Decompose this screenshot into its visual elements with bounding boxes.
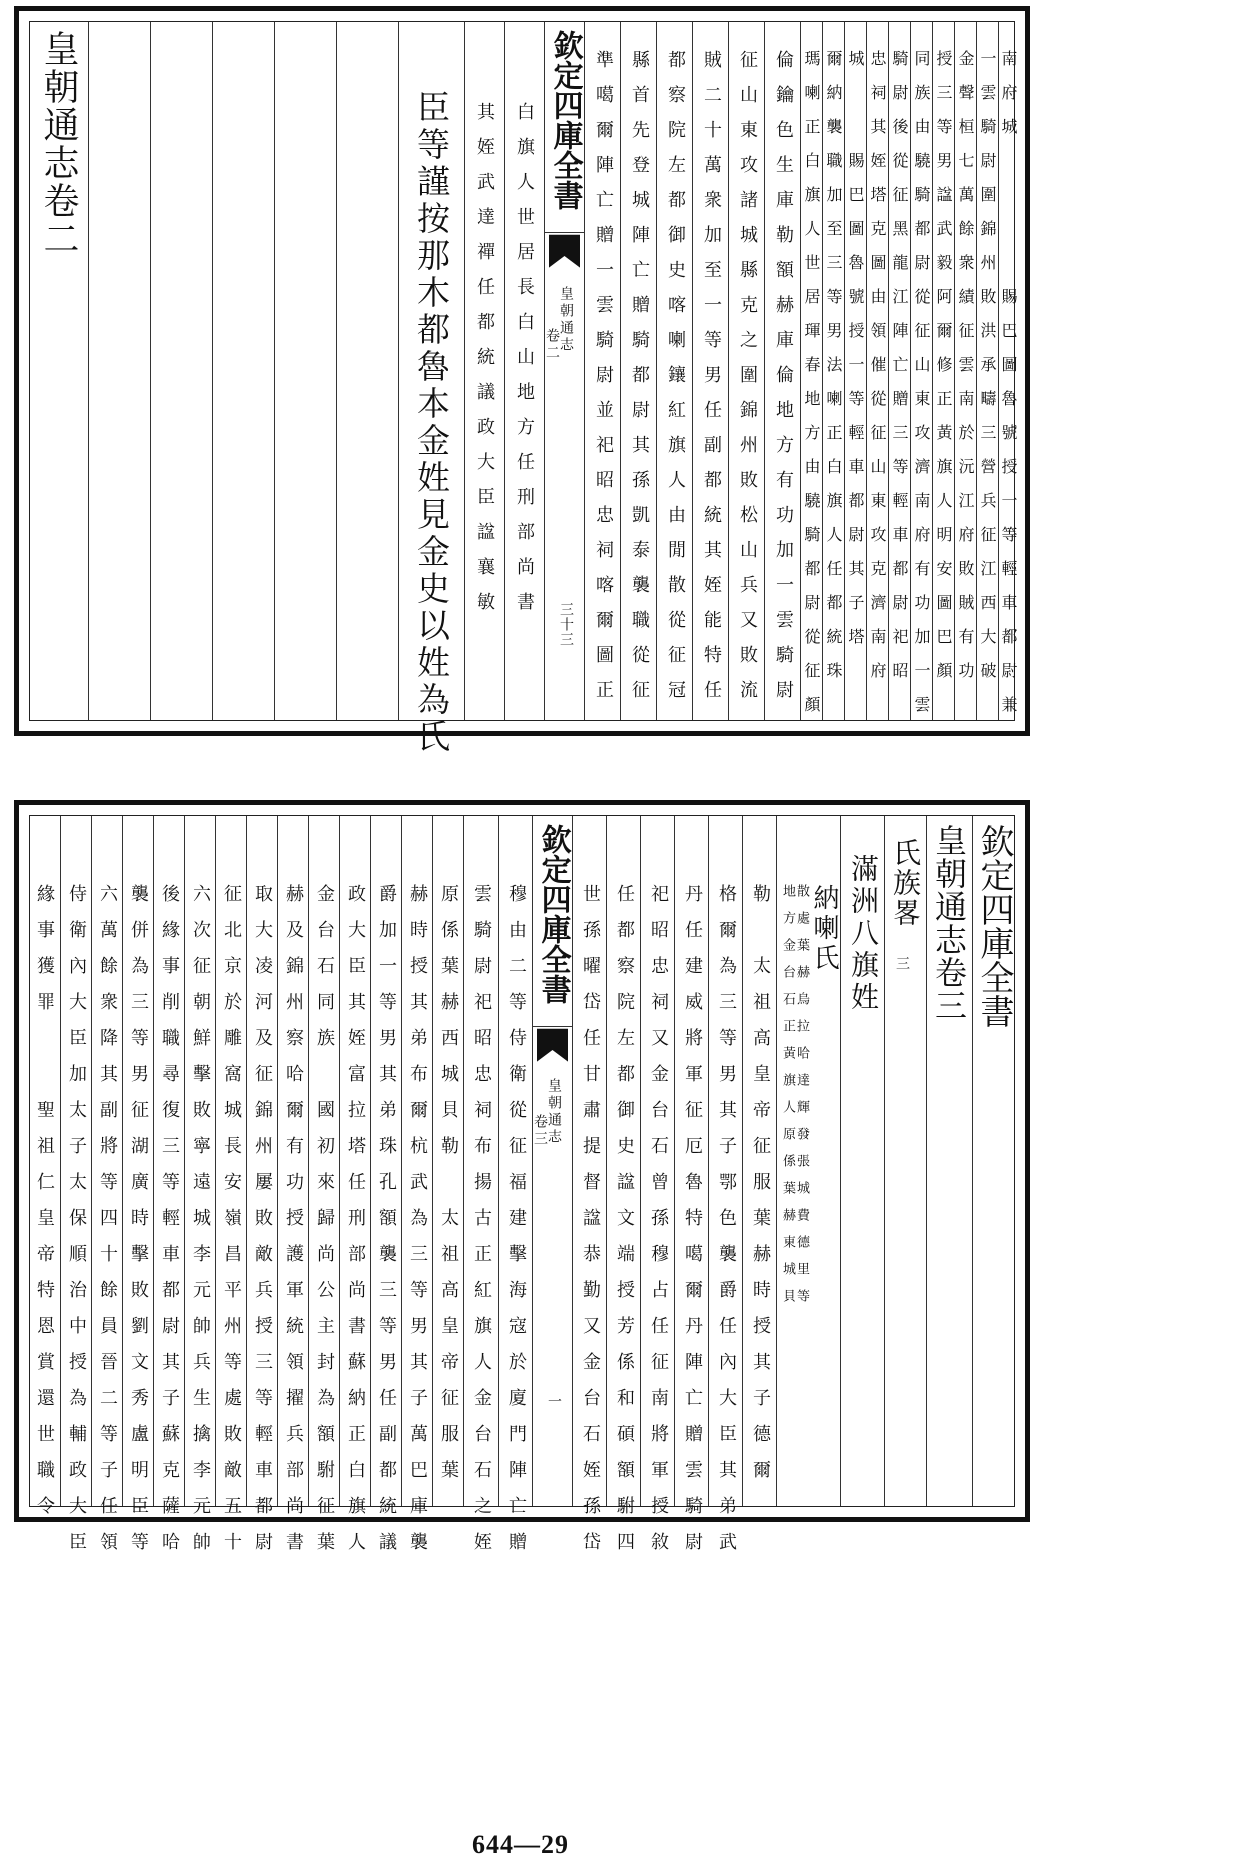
bottom-text-column	[463, 816, 498, 1568]
bottom-page	[14, 800, 1030, 1568]
top-column-text: 授三等男諡武毅阿爾修正黃旗人明安圖巴顏	[934, 50, 953, 696]
bottom-spine-title: 欽定四庫全書	[535, 824, 571, 1004]
top-spine-title: 欽定四庫全書	[547, 30, 583, 210]
bottom-column-text: 格爾為三等男其子鄂色襲爵任內大臣其弟武	[716, 884, 737, 1568]
bottom-column-text: 征北京於雕窩城長安嶺昌平州等處敗敵五十	[221, 884, 242, 1568]
subsection-heading: 滿洲八旗姓	[847, 854, 880, 1014]
top-column-text: 一雲騎尉圍錦州敗洪承疇三營兵征江西大破	[978, 50, 997, 696]
top-column-text: 同族由驍騎都尉從征山東攻濟南府有功加一雲	[912, 50, 931, 730]
top-blank-column	[212, 22, 274, 720]
series-title: 欽定四庫全書	[974, 824, 1014, 1028]
bottom-text-column	[572, 816, 606, 1568]
bottom-column-text: 原係葉赫西城貝勒 太祖高皇帝征服葉	[438, 884, 459, 1496]
top-empty-title-column	[30, 22, 88, 720]
top-spine-title-box	[545, 22, 584, 233]
clan-heading: 納喇氏	[809, 884, 839, 974]
bottom-text-column	[498, 816, 532, 1568]
bottom-text-column	[339, 816, 370, 1568]
top-text-column	[692, 22, 728, 720]
bottom-column-text: 政大臣其姪富拉塔任刑部尚書蘇納正白旗人	[345, 884, 366, 1568]
section-number: 三	[894, 956, 910, 970]
bottom-text-column	[308, 816, 339, 1568]
top-blank-column	[274, 22, 336, 720]
bottom-text-column	[184, 816, 215, 1568]
top-empty-title: 皇朝通志卷二	[38, 30, 79, 258]
top-spine-volume: 卷二	[544, 328, 560, 362]
bottom-column-text: 爵加一等男其弟珠孔額襲三等男任副都統議	[376, 884, 397, 1568]
book-title: 皇朝通志卷三	[930, 824, 968, 1022]
fish-tail-ornament	[537, 1028, 568, 1074]
bottom-text-column	[370, 816, 401, 1568]
top-blank-column	[150, 22, 212, 720]
top-column-text: 騎尉後從征黑龍江陣亡贈三等輕車都尉祀昭	[890, 50, 909, 696]
bottom-column-text: 後緣事削職尋復三等輕車都尉其子蘇克薩哈	[159, 884, 180, 1568]
top-column-text: 倫鑰色生庫勒額赫庫倫地方有功加一雲騎尉	[773, 50, 794, 715]
bottom-spine-book: 皇朝通志	[546, 1078, 562, 1146]
top-spine	[544, 22, 584, 720]
bottom-spine-leaf: 一	[546, 1394, 562, 1416]
fish-tail-ornament	[549, 234, 580, 280]
bottom-text-column	[122, 816, 153, 1568]
top-column-text: 南府城 賜巴圖魯號授一等輕車都尉兼	[999, 50, 1018, 730]
top-column-text: 金聲桓七萬餘衆績征雲南於沅江府敗賊有功	[956, 50, 975, 696]
top-text-column	[888, 22, 910, 720]
series-title-column	[972, 816, 1016, 1506]
bottom-text-column	[640, 816, 674, 1568]
bottom-text-column	[708, 816, 742, 1568]
bottom-text-column	[401, 816, 432, 1568]
top-blank-column	[336, 22, 398, 720]
top-column-text: 白旗人世居長白山地方任刑部尚書	[514, 102, 535, 627]
bottom-spine-title-box	[533, 816, 572, 1027]
top-text-column	[866, 22, 888, 720]
bottom-page-frame	[29, 815, 1015, 1568]
top-column-text: 賊二十萬衆加至一等男任副都統其姪能特任	[701, 50, 722, 715]
top-spine-leaf: 三十三	[558, 602, 574, 647]
top-column-text: 準噶爾陣亡贈一雲騎尉並祀昭忠祠喀爾圖正	[593, 50, 614, 715]
top-text-column	[844, 22, 866, 720]
clan-note-line: 散處葉赫烏拉哈達輝發張城費德里等	[794, 884, 809, 1316]
top-text-column	[584, 22, 620, 720]
bottom-column-text: 世孫曜岱任甘肅提督諡恭勤又金台石姪孫岱	[580, 884, 601, 1568]
top-text-column	[910, 22, 932, 730]
bottom-text-column	[432, 816, 463, 1506]
top-column-text: 忠祠其姪塔克圖由領催從征山東攻克濟南府	[868, 50, 887, 696]
top-text-column	[998, 22, 1018, 730]
bottom-text-column	[277, 816, 308, 1568]
bottom-column-text: 六次征朝鮮擊敗寧遠城李元帥兵生擒李元帥	[190, 884, 211, 1568]
clan-note-line: 地方金台石正黃旗人原係葉赫東城貝	[780, 884, 795, 1316]
top-text-column	[656, 22, 692, 720]
bottom-column-text: 襲併為三等男征湖廣時擊敗劉文秀盧明臣等	[128, 884, 149, 1568]
top-blank-column	[88, 22, 150, 720]
bottom-column-text: 丹任建威將軍征厄魯特噶爾丹陣亡贈雲騎尉	[682, 884, 703, 1568]
bottom-column-text: 取大凌河及征錦州屢敗敵兵授三等輕車都尉	[252, 884, 273, 1568]
bottom-column-text: 金台石同族 國初來歸尚公主封為額駙征葉	[314, 884, 335, 1568]
top-column-text: 征山東攻諸城縣克之圍錦州敗松山兵又敗流	[737, 50, 758, 715]
top-text-column	[800, 22, 822, 730]
clan-heading-column	[776, 816, 840, 1506]
top-text-column	[976, 22, 998, 720]
bottom-text-column	[674, 816, 708, 1568]
bottom-column-text: 雲騎尉祀昭忠祠布揚古正紅旗人金台石之姪	[471, 884, 492, 1568]
bottom-column-text: 六萬餘衆降其副將等四十餘員晉二等子任領	[97, 884, 118, 1568]
bottom-column-text: 祀昭忠祠又金台石曾孫穆占任征南將軍授敘	[648, 884, 669, 1568]
top-spine-book: 皇朝通志	[558, 286, 574, 354]
bottom-text-column	[91, 816, 122, 1568]
top-column-text: 城 賜巴圖魯號授一等輕車都尉其子塔	[846, 50, 865, 662]
top-text-column	[932, 22, 954, 720]
top-column-text: 爾納襲職加至三等男法喇正白旗人任都統珠	[824, 50, 843, 696]
bottom-text-column	[153, 816, 184, 1568]
top-text-column	[728, 22, 764, 720]
top-text-column	[504, 22, 544, 720]
top-text-column	[464, 22, 504, 720]
top-page	[14, 6, 1030, 756]
page-number: 644—29	[472, 1830, 569, 1859]
bottom-column-text: 任都察院左都御史諡文端授芳係和碩額駙四	[614, 884, 635, 1568]
top-column-text: 其姪武達禪任都統議政大臣諡襄敏	[474, 102, 495, 627]
top-column-text: 瑪喇正白旗人世居琿春地方由驍騎都尉從征顏	[802, 50, 821, 730]
bottom-text-column	[30, 816, 60, 1532]
bottom-column-text: 赫時授其弟布爾杭武為三等男其子萬巴庫襲	[407, 884, 428, 1568]
subsection-column	[840, 816, 884, 1506]
bottom-column-text: 勒 太祖高皇帝征服葉赫時授其子德爾	[750, 884, 771, 1496]
bottom-column-text: 侍衛內大臣加太子太保順治中授為輔政大臣	[66, 884, 87, 1568]
top-text-column	[620, 22, 656, 720]
top-page-frame	[29, 21, 1018, 756]
bottom-spine-volume: 卷三	[532, 1114, 548, 1148]
bottom-column-text: 緣事獲罪 聖祖仁皇帝特恩賞還世職令	[34, 884, 55, 1532]
bottom-spine	[532, 816, 572, 1506]
section-heading: 氏族畧	[889, 838, 922, 928]
top-column-text: 縣首先登城陣亡贈騎都尉其孫凱泰襲職從征	[629, 50, 650, 715]
top-column-text: 都察院左都御史喀喇鑲紅旗人由閒散從征冠	[665, 50, 686, 715]
bottom-column-text: 赫及錦州察哈爾有功授護軍統領擢兵部尚書	[283, 884, 304, 1568]
bottom-text-column	[60, 816, 91, 1568]
top-text-column	[398, 22, 464, 756]
top-text-column	[954, 22, 976, 720]
top-note-column: 臣等謹按那木都魯本金姓見金史以姓為氏	[412, 90, 451, 756]
bottom-text-column	[246, 816, 277, 1568]
bottom-text-column	[606, 816, 640, 1568]
bottom-column-text: 穆由二等侍衛從征福建擊海寇於廈門陣亡贈	[506, 884, 527, 1568]
top-text-column	[764, 22, 800, 720]
section-column	[884, 816, 926, 1506]
bottom-text-column	[742, 816, 776, 1506]
book-title-column	[926, 816, 972, 1506]
bottom-text-column	[215, 816, 246, 1568]
top-text-column	[822, 22, 844, 720]
